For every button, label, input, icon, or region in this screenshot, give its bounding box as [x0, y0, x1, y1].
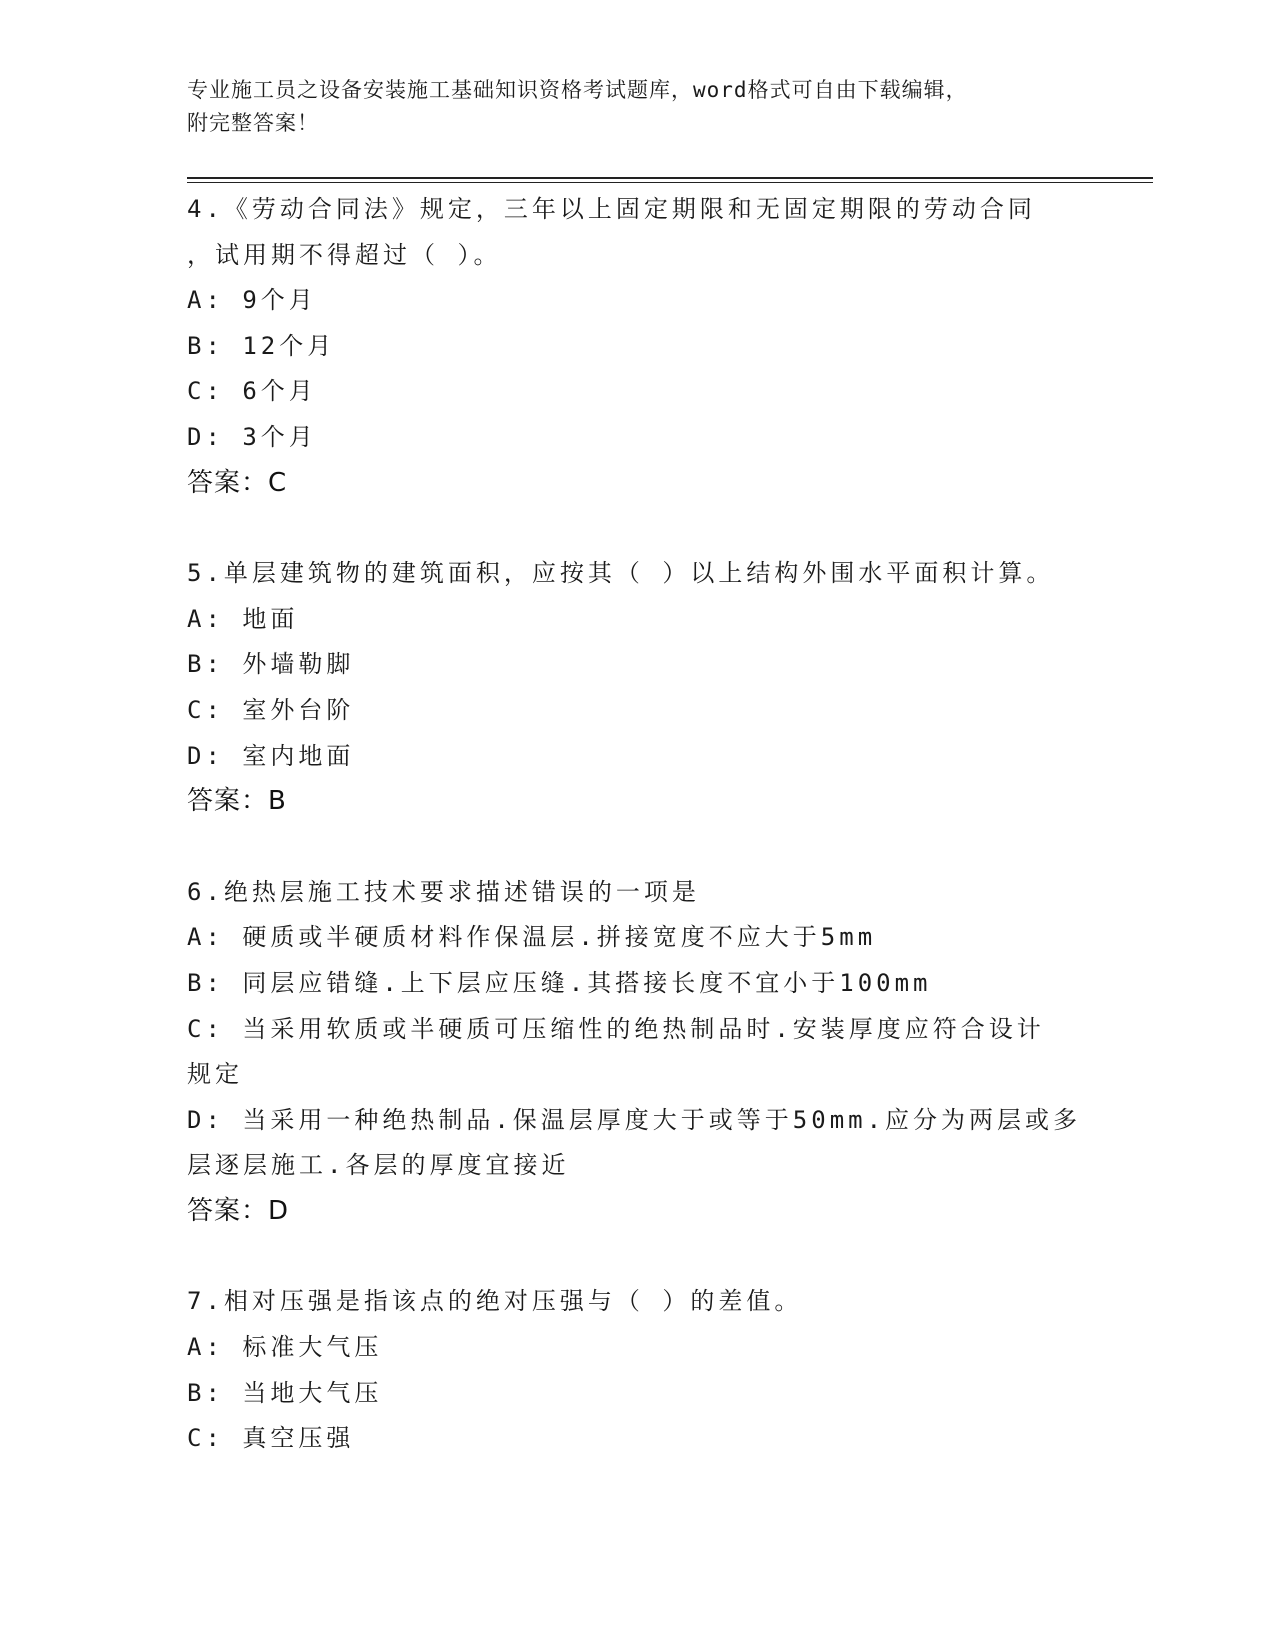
header-line-1: 专业施工员之设备安装施工基础知识资格考试题库，word格式可自由下载编辑，	[187, 78, 968, 102]
header-divider-thick	[187, 177, 1153, 179]
spacer	[187, 506, 1087, 551]
option-c: C: 真空压强	[187, 1424, 355, 1453]
option-c: C: 当采用软质或半硬质可压缩性的绝热制品时.安装厚度应符合设计	[187, 1014, 1045, 1043]
option-a: A: 标准大气压	[187, 1333, 383, 1362]
question-stem-continued: ，试用期不得超过（ ）。	[187, 240, 502, 269]
option-b: B: 12个月	[187, 331, 336, 360]
option-d-continued: 层逐层施工.各层的厚度宜接近	[187, 1151, 570, 1180]
option-a: A: 9个月	[187, 286, 317, 315]
option-a: A: 硬质或半硬质材料作保温层.拼接宽度不应大于5mm	[187, 923, 877, 952]
option-b: B: 同层应错缝.上下层应压缝.其搭接长度不宜小于100mm	[187, 968, 932, 997]
document-header	[187, 74, 1087, 140]
option-c: C: 6个月	[187, 377, 317, 406]
option-d: D: 当采用一种绝热制品.保温层厚度大于或等于50mm.应分为两层或多	[187, 1105, 1082, 1134]
spacer	[187, 1234, 1087, 1279]
option-d: D: 室内地面	[187, 741, 355, 770]
question-list	[187, 187, 1087, 1462]
option-d: D: 3个月	[187, 422, 317, 451]
question-stem: 7.相对压强是指该点的绝对压强与（ ）的差值。	[187, 1287, 803, 1316]
question-stem: 4.《劳动合同法》规定，三年以上固定期限和无固定期限的劳动合同	[187, 195, 1036, 223]
question-6	[187, 870, 1087, 1235]
question-stem: 6.绝热层施工技术要求描述错误的一项是	[187, 877, 700, 906]
question-stem: 5.单层建筑物的建筑面积，应按其（ ）以上结构外围水平面积计算。	[187, 559, 1055, 588]
option-b: B: 外墙勒脚	[187, 650, 355, 679]
option-c-continued: 规定	[187, 1060, 243, 1089]
answer-label: 答案：B	[187, 786, 287, 817]
answer-label: 答案：C	[187, 467, 288, 498]
header-divider-thin	[187, 182, 1153, 183]
question-5	[187, 551, 1087, 825]
option-c: C: 室外台阶	[187, 695, 355, 724]
header-line-2: 附完整答案！	[187, 111, 319, 135]
question-7	[187, 1279, 1087, 1461]
answer-label: 答案：D	[187, 1195, 290, 1226]
question-4	[187, 187, 1087, 506]
spacer	[187, 825, 1087, 870]
option-a: A: 地面	[187, 604, 299, 633]
option-b: B: 当地大气压	[187, 1378, 383, 1407]
